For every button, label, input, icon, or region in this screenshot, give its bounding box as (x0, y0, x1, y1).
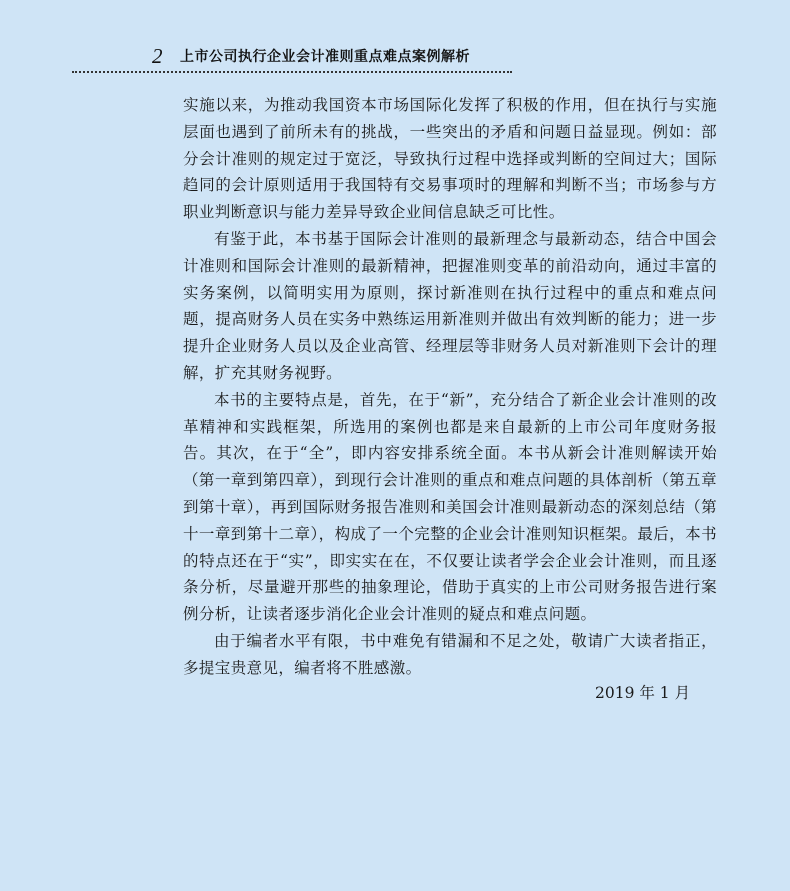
signature-date: 2019 年 1 月 (595, 684, 691, 702)
paragraph-features: 本书的主要特点是，首先，在于“新”，充分结合了新企业会计准则的改革精神和实践框架，所选用的案例也都是来自最新的上市公司年度财务报告。其次，在于“全”，即内容安排系统全面。本书从新会计准则解读开始（第一章到第四章），到现行会计准则的重点和难点问题的具体剖析（第五章到第十章），再到国际财务报告准则和美国会计准则最新动态的深刻总结（第十一章到第十二章），构成了一个完整的企业会计准则知识框架。最后，本书的特点还在于“实”，即实实在在，不仅要让读者学会企业会计准则，而且逐条分析，尽量避开那些的抽象理论，借助于真实的上市公司财务报告进行案例分析，让读者逐步消化企业会计准则的疑点和难点问题。 (183, 390, 717, 624)
running-title: 上市公司执行企业会计准则重点难点案例解析 (180, 49, 470, 65)
running-header (72, 44, 512, 74)
paragraph-purpose: 有鉴于此，本书基于国际会计准则的最新理念与最新动态，结合中国会计准则和国际会计准则的最新精神，把握准则变革的前沿动向，通过丰富的实务案例，以简明实用为原则，探讨新准则在执行过程中的重点和难点问题，提高财务人员在实务中熟练运用新准则并做出有效判断的能力；进一步提升企业财务人员以及企业高管、经理层等非财务人员对新准则下会计的理解，扩充其财务视野。 (183, 229, 717, 382)
body-text (183, 92, 717, 682)
page-number: 2 (152, 44, 163, 68)
paragraph-continuation: 实施以来，为推动我国资本市场国际化发挥了积极的作用，但在执行与实施层面也遇到了前所未有的挑战，一些突出的矛盾和问题日益显现。例如：部分会计准则的规定过于宽泛，导致执行过程中选择或判断的空间过大；国际趋同的会计原则适用于我国特有交易事项时的理解和判断不当；市场参与方职业判断意识与能力差异导致企业间信息缺乏可比性。 (183, 96, 717, 222)
header-dotted-rule (72, 71, 512, 73)
paragraph-closing: 由于编者水平有限，书中难免有错漏和不足之处，敬请广大读者指正，多提宝贵意见，编者将不胜感激。 (183, 631, 717, 677)
